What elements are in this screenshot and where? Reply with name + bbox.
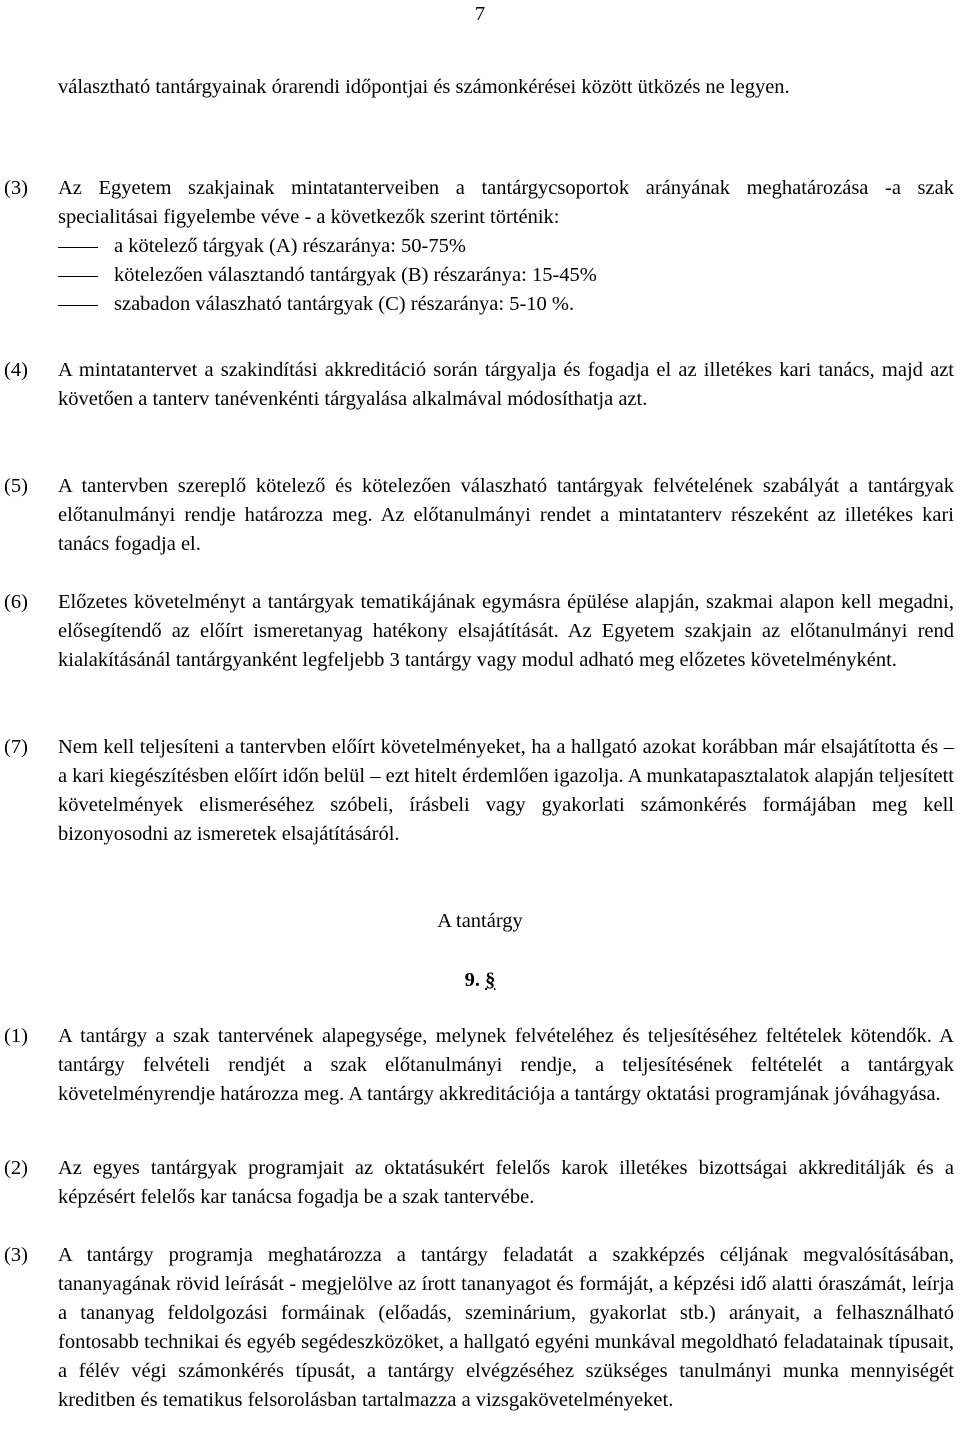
article-paragraph-3	[4, 1241, 954, 1415]
paragraph-text: Előzetes követelményt a tantárgyak tematikájának egymásra épülése alapján, szakmai alapon kell megadni, elősegítendő az előírt ismeretanyag hatékony elsajátítását. Az Egyetem szakjain az előtanulmányi rend kialakításánál tantárgyanként legfeljebb 3 tantárgy vagy modul adható meg előzetes követelményként.	[58, 591, 954, 671]
list-item: a kötelező tárgyak (A) részaránya: 50-75%	[58, 232, 954, 261]
section-heading-number	[0, 966, 960, 995]
list-item: szabadon válaszható tantárgyak (C) részaránya: 5-10 %.	[58, 290, 954, 319]
paragraph-label: (3)	[4, 177, 28, 199]
page-number: 7	[474, 3, 486, 25]
paragraph-6	[4, 588, 954, 675]
paragraph-text: Az Egyetem szakjainak mintatanterveiben a tantárgycsoportok arányának meghatározása -a szak specialitásai figyelembe véve - a következők szerint történik:	[58, 177, 954, 228]
paragraph-text: A tantárgy a szak tantervének alapegysége, melynek felvételéhez és teljesítéséhez feltételek kötendők. A tantárgy felvételi rendjét a szak előtanulmányi rendje, a teljesítésének feltételét a tantárgyak követelményrendje határozza meg. A tantárgy akkreditációja a tantárgy oktatási programjának jóváhagyása.	[58, 1025, 954, 1105]
paragraph-5	[4, 472, 954, 559]
paragraph-label: (5)	[4, 475, 28, 497]
paragraph-label: (7)	[4, 736, 28, 758]
paragraph-label: (2)	[4, 1157, 28, 1179]
paragraph-text: A tantárgy programja meghatározza a tantárgy feladatát a szakképzés céljának megvalósításában, tananyagának rövid leírását - megjelölve az írott tananyagot és formáját, a képzési idő alatti óraszámát, leírja a tananyag feldolgozási formáinak (előadás, szeminárium, gyakorlat stb.) arányait, a felhasználható fontosabb technikai és egyéb segédeszközöket, a hallgató egyéni munkával megoldható feladatainak típusait, a félév végi számonkérés típusát, a tantárgy elvégzéséhez szükséges tanulmányi munka mennyiségét kreditben és tematikus felsorolásban tartalmazza a vizsgakövetelményeket.	[58, 1244, 954, 1411]
section-number: 9.	[464, 969, 480, 991]
article-paragraph-2	[4, 1154, 954, 1212]
paragraph-label: (3)	[4, 1244, 28, 1266]
paragraph-4	[4, 356, 954, 414]
paragraph-text: Az egyes tantárgyak programjait az oktatásukért felelős karok illetékes bizottságai akkreditálják és a képzésért felelős kar tanácsa fogadja be a szak tantervébe.	[58, 1157, 954, 1208]
paragraph-label: (4)	[4, 359, 28, 381]
article-paragraph-1	[4, 1022, 954, 1109]
paragraph-3-structure	[4, 174, 954, 319]
section-heading-title: A tantárgy	[437, 910, 523, 932]
paragraph-label: (6)	[4, 591, 28, 613]
paragraph-text: A tantervben szereplő kötelező és kötelezően válaszható tantárgyak felvételének szabályát a tantárgyak előtanulmányi rendje határozza meg. Az előtanulmányi rendet a mintatanterv részeként az illetékes kari tanács fogadja el.	[58, 475, 954, 555]
paragraph-7	[4, 733, 954, 849]
continuation-paragraph: választható tantárgyainak órarendi időpontjai és számonkérései között ütközés ne legyen.	[58, 76, 790, 98]
paragraph-text: A mintatantervet a szakindítási akkreditáció során tárgyalja és fogadja el az illetékes kari tanács, majd azt követően a tanterv tanévenkénti tárgyalása alkalmával módosíthatja azt.	[58, 359, 954, 410]
section-symbol: §	[485, 969, 496, 991]
paragraph-label: (1)	[4, 1025, 28, 1047]
list-item: kötelezően választandó tantárgyak (B) részaránya: 15-45%	[58, 261, 954, 290]
paragraph-text: Nem kell teljesíteni a tantervben előírt követelményeket, ha a hallgató azokat korábban már elsajátította és – a kari kiegészítésben előírt időn belül – ezt hitelt érdemlően igazolja. A munkatapasztalatok alapján teljesített követelmények elismeréséhez szóbeli, írásbeli vagy gyakorlati számonkérés formájában meg kell bizonyosodni az ismeretek elsajátításáról.	[58, 736, 954, 845]
